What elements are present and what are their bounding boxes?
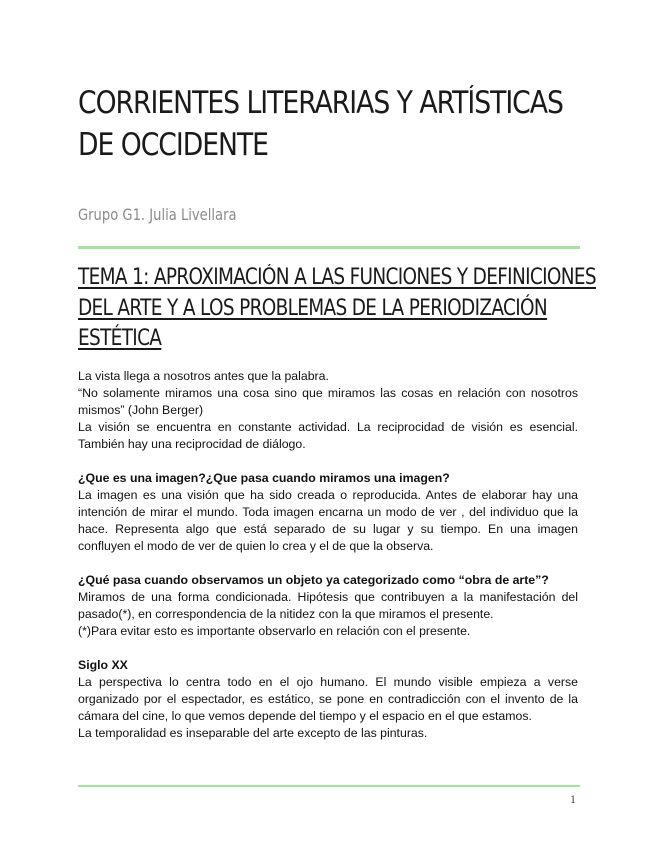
section-3-body-2: La temporalidad es inseparable del arte excepto de las pinturas. <box>78 726 428 740</box>
question-2-heading: ¿Qué pasa cuando observamos un objeto ya categorizado como “obra de arte”? <box>78 573 549 587</box>
intro-quote: “No solamente miramos una cosa sino que miramos las cosas en relación con nosotros mismos” (John Berger) <box>78 386 578 417</box>
body-text <box>78 368 578 742</box>
question-2-body: Miramos de una forma condicionada. Hipótesis que contribuyen a la manifestación del pasado(*), en correspondencia de la nitidez con la que miramos el presente. <box>78 590 578 621</box>
section-title <box>78 263 596 355</box>
document-title <box>78 82 563 166</box>
section-title-line-2: DEL ARTE Y A LOS PROBLEMAS DE LA PERIODIZACIÓN <box>78 295 548 321</box>
question-2-note: (*)Para evitar esto es importante observarlo en relación con el presente. <box>78 624 471 638</box>
question-1-heading: ¿Que es una imagen?¿Que pasa cuando miramos una imagen? <box>78 471 450 485</box>
document-subtitle: Grupo G1. Julia Livellara <box>78 205 237 224</box>
intro-line-3: La visión se encuentra en constante actividad. La reciprocidad de visión es esencial. También hay una reciprocidad de diálogo. <box>78 420 578 451</box>
question-1-body: La imagen es una visión que ha sido creada o reproducida. Antes de elaborar hay una intención de mirar el mundo. Toda imagen encarna un modo de ver , del individuo que la hace. Representa algo que está separado de su lugar y su tiempo. En una imagen confluyen el modo de ver de quien lo crea y el de que la observa. <box>78 488 578 553</box>
section-title-line-1: TEMA 1: APROXIMACIÓN A LAS FUNCIONES Y DEFINICIONES <box>78 265 596 290</box>
section-3-body: La perspectiva lo centra todo en el ojo humano. El mundo visible empieza a verse organizado por el espectador, es estático, se pone en contradicción con el invento de la cámara del cine, lo que vemos depende del tiempo y el espacio en el que estamos. <box>78 675 578 723</box>
intro-line-1: La vista llega a nosotros antes que la palabra. <box>78 369 329 383</box>
page-number: 1 <box>570 792 576 806</box>
title-line-2: DE OCCIDENTE <box>78 127 268 163</box>
section-3-heading: Siglo XX <box>78 658 128 672</box>
top-divider <box>78 246 580 249</box>
section-title-line-3: ESTÉTICA <box>78 326 162 351</box>
title-line-1: CORRIENTES LITERARIAS Y ARTÍSTICAS <box>78 85 563 121</box>
bottom-divider <box>78 785 580 787</box>
